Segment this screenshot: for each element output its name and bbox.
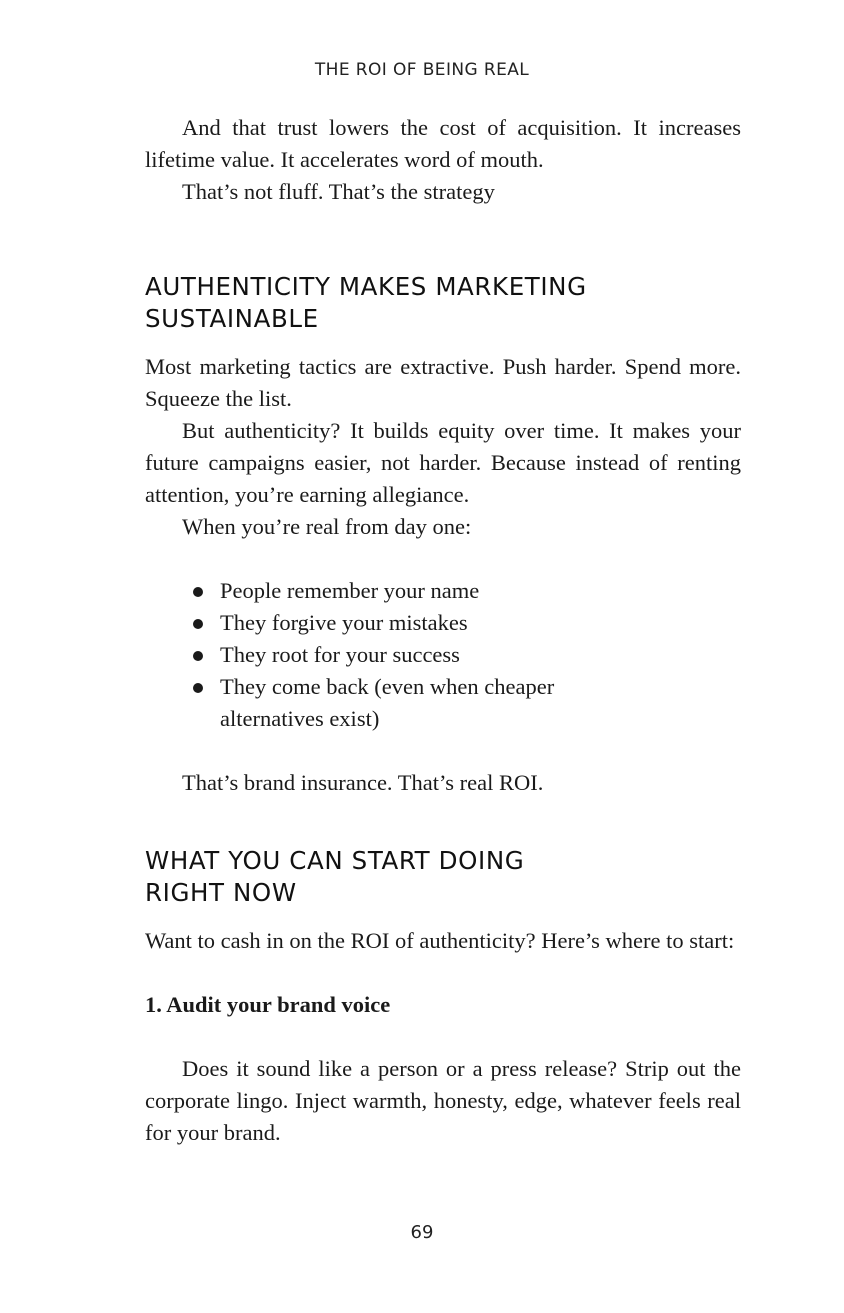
list-item-text: They forgive your mistakes bbox=[220, 610, 468, 635]
bullet-icon bbox=[193, 651, 203, 661]
section-heading-line-2: RIGHT NOW bbox=[145, 878, 297, 907]
bullet-list bbox=[145, 575, 741, 735]
section2-paragraph-1: Want to cash in on the ROI of authenticity? Here’s where to start: bbox=[145, 928, 735, 953]
list-item bbox=[193, 575, 741, 607]
list-item bbox=[193, 607, 741, 639]
section1-paragraph-1: Most marketing tactics are extractive. Push harder. Spend more. Squeeze the list. bbox=[145, 354, 741, 411]
section-heading-line-1: AUTHENTICITY MAKES MARKETING bbox=[145, 272, 587, 301]
list-item-text: They come back (even when cheaper alternatives exist) bbox=[220, 674, 555, 731]
section2-paragraph-2: Does it sound like a person or a press release? Strip out the corporate lingo. Inject warmth, honesty, edge, whatever feels real for your brand. bbox=[145, 1056, 741, 1145]
running-head: THE ROI OF BEING REAL bbox=[314, 60, 530, 80]
page-body bbox=[145, 112, 741, 1149]
section-heading-line-1: WHAT YOU CAN START DOING bbox=[145, 846, 525, 875]
section1-paragraph-2: But authenticity? It builds equity over time. It makes your future campaigns easier, not harder. Because instead of renting attention, you’re earning allegiance. bbox=[145, 418, 741, 507]
list-item-text: They root for your success bbox=[220, 642, 460, 667]
page-number: 69 bbox=[410, 1222, 434, 1243]
section-heading-start-doing bbox=[145, 845, 741, 909]
list-item-text: People remember your name bbox=[220, 578, 480, 603]
section-heading-line-2: SUSTAINABLE bbox=[145, 304, 319, 333]
bullet-icon bbox=[193, 619, 203, 629]
section1-closing: That’s brand insurance. That’s real ROI. bbox=[182, 770, 544, 795]
bullet-icon bbox=[193, 587, 203, 597]
bullet-icon bbox=[193, 683, 203, 693]
section-heading-authenticity bbox=[145, 271, 741, 335]
section1-paragraph-3: When you’re real from day one: bbox=[182, 514, 472, 539]
intro-paragraph-2: That’s not fluff. That’s the strategy bbox=[182, 179, 495, 204]
intro-paragraph-1: And that trust lowers the cost of acquisition. It increases lifetime value. It accelerates word of mouth. bbox=[145, 115, 741, 172]
list-item bbox=[193, 671, 590, 735]
list-item bbox=[193, 639, 741, 671]
subheading-audit-brand-voice: 1. Audit your brand voice bbox=[145, 992, 391, 1017]
